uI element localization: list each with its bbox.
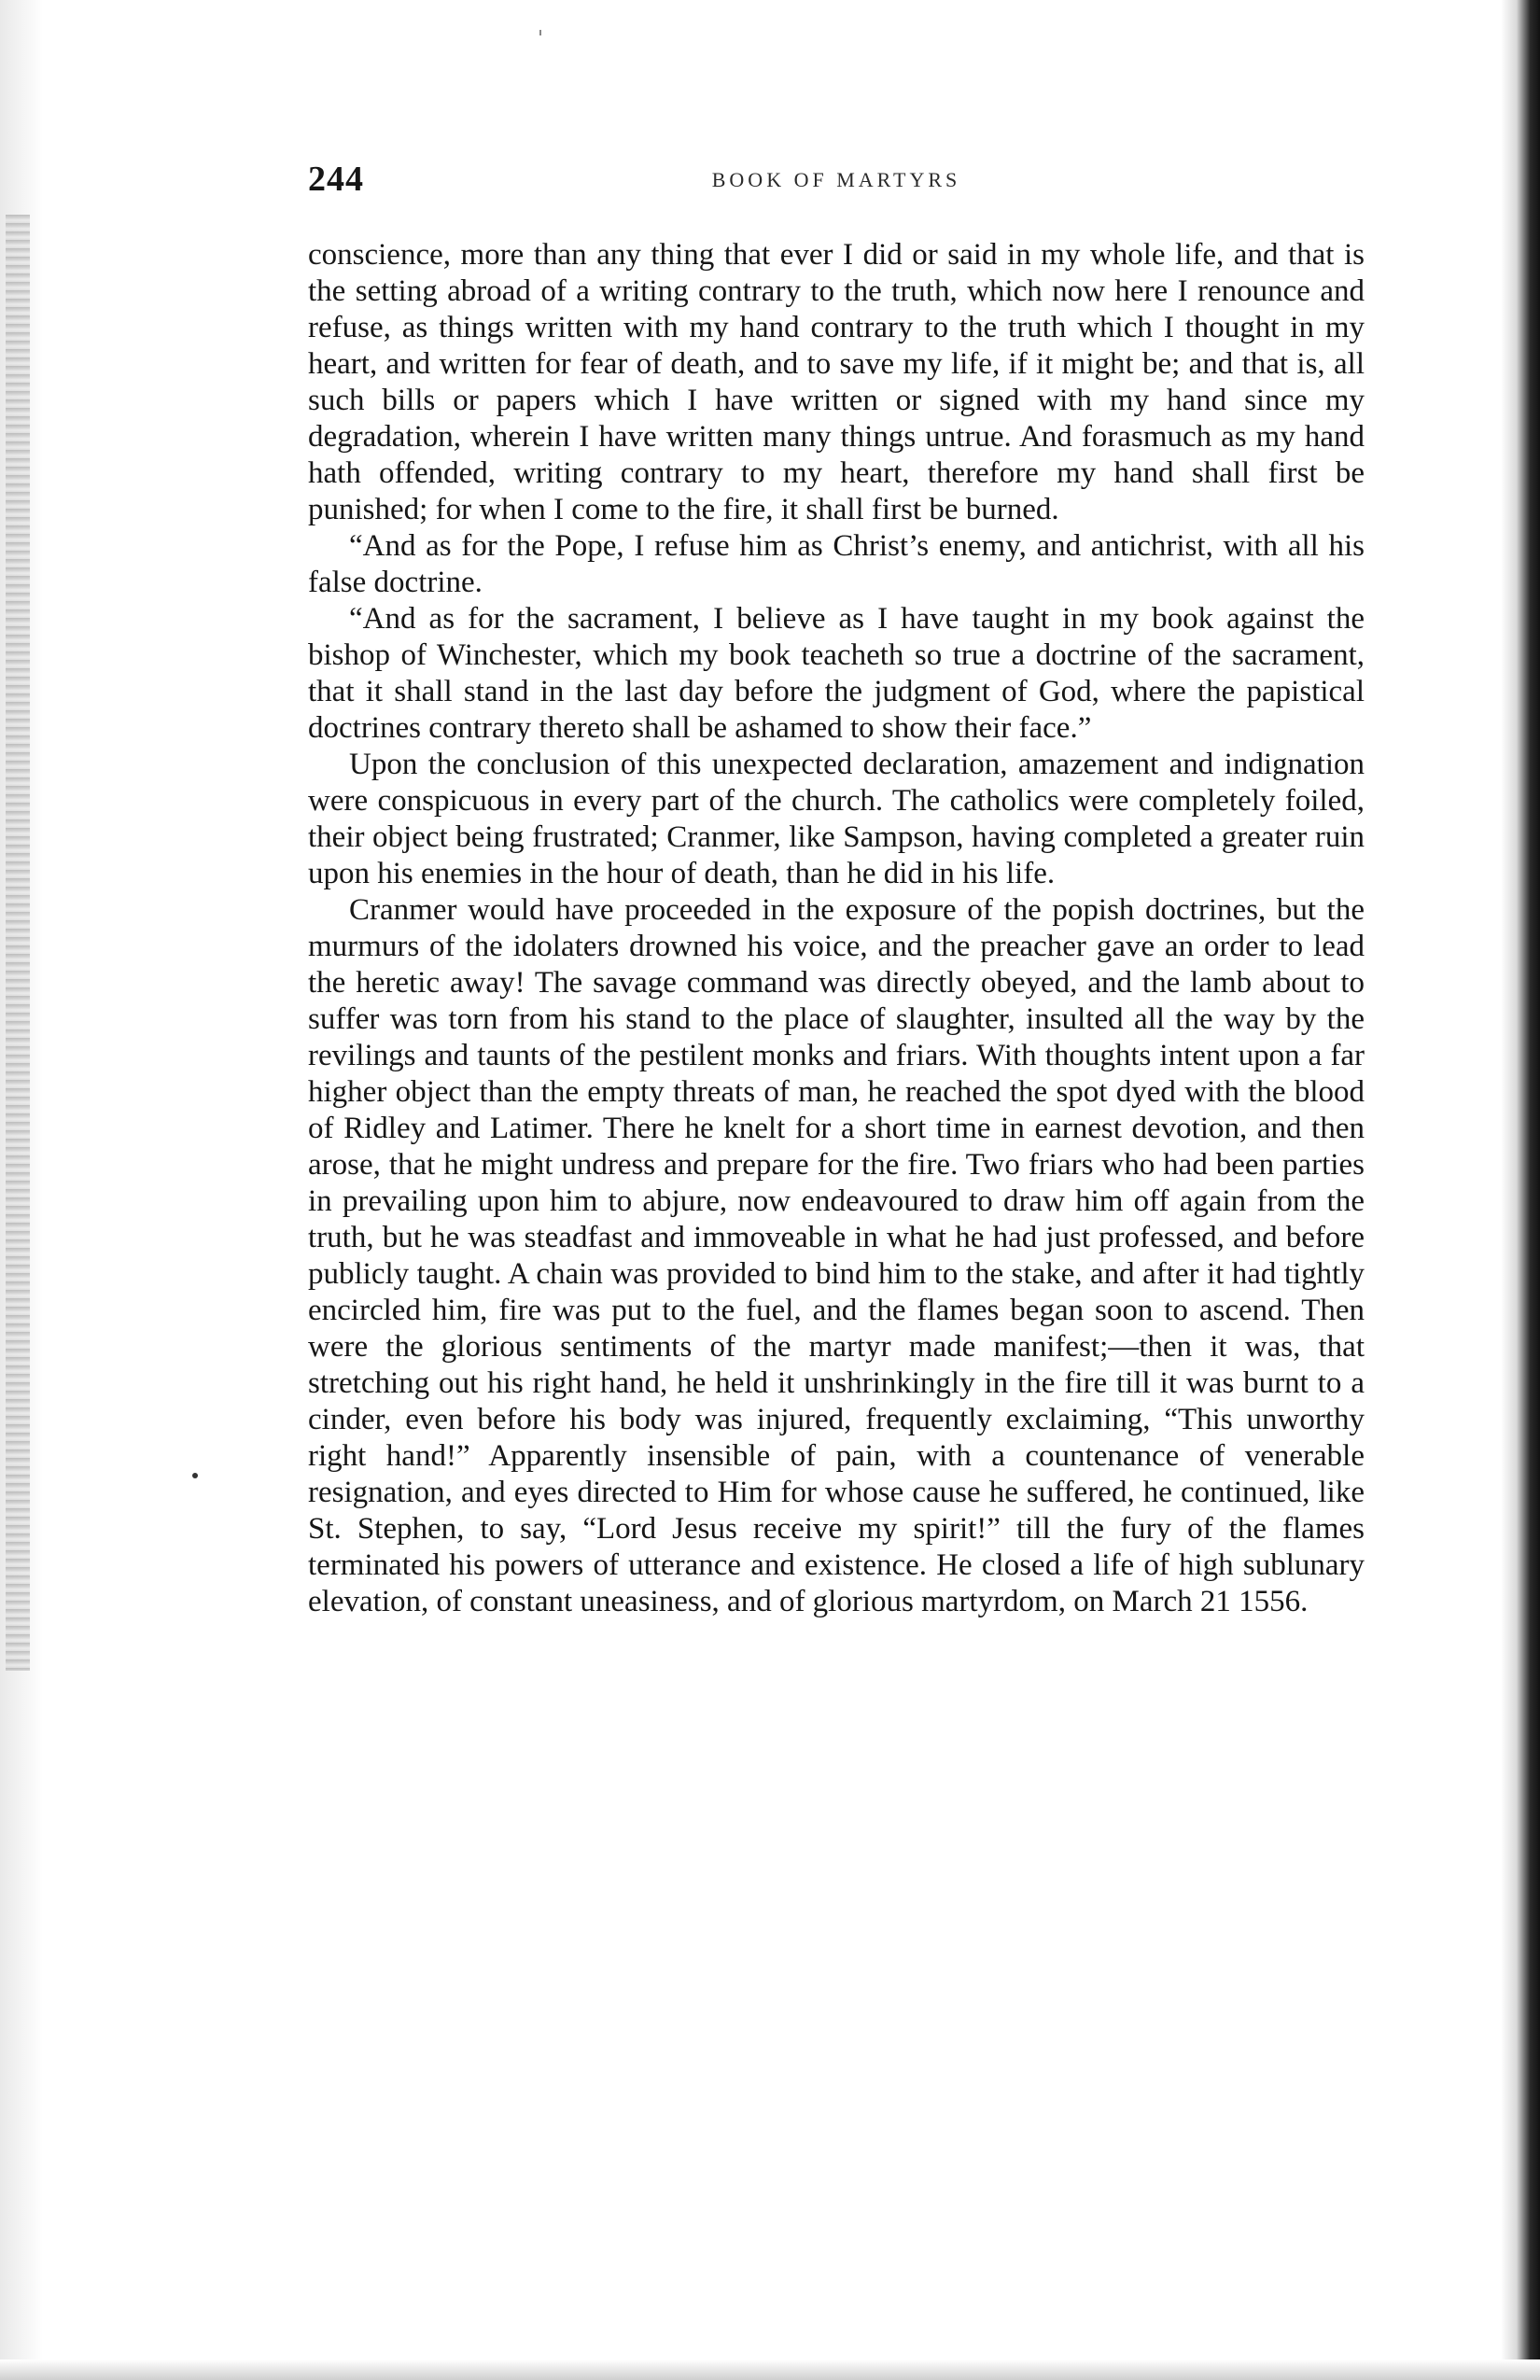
page-number: 244 bbox=[308, 160, 364, 199]
paragraph-pope: “And as for the Pope, I refuse him as Christ’s enemy, and antichrist, with all his false doctrine. bbox=[308, 529, 1365, 599]
paragraph-declaration: Upon the conclusion of this unexpected declaration, amazement and indignation were conspicuous in every part of the church. The catholics were completely foiled, their object being frustrated; Cranmer, like Sampson, having completed a greater ruin upon his enemies in the hour of death, than he did in his life. bbox=[308, 748, 1365, 890]
scan-right-edge bbox=[1501, 0, 1540, 2380]
scan-left-edge bbox=[0, 0, 43, 2380]
scan-speck bbox=[539, 30, 541, 35]
paragraph-martyrdom: Cranmer would have proceeded in the exposure of the popish doctrines, but the murmurs of the idolaters drowned his voice, and the preacher gave an order to lead the heretic away! The savage command was directly obeyed, and the lamb about to suffer was torn from his stand to the place of slaughter, insulted all the way by the revilings and taunts of the pestilent monks and friars. With thoughts intent upon a far higher object than the empty threats of man, he reached the spot dyed with the blood of Ridley and Latimer. There he knelt for a short time in earnest devotion, and then arose, that he might undress and prepare for the fire. Two friars who had been parties in prevailing upon him to abjure, now endeavoured to draw him off again from the truth, but he was steadfast and immoveable in what he had just professed, and before publicly taught. A chain was provided to bind him to the stake, and after it had tightly encircled him, fire was put to the fuel, and the flames began soon to ascend. Then were the glorious sentiments of the martyr made manifest;—then it was, that stretching out his right hand, he held it unshrinkingly in the fire till it was burnt to a cinder, even before his body was injured, frequently exclaiming, “This unworthy right hand!” Apparently insensible of pain, with a countenance of venerable resignation, and eyes directed to Him for whose cause he suffered, he continued, like St. Stephen, to say, “Lord Jesus receive my spirit!” till the fury of the flames terminated his powers of utterance and existence. He closed a life of high sublunary elevation, of constant uneasiness, and of glorious martyrdom, on March 21 1556. bbox=[308, 893, 1365, 1618]
body-text bbox=[308, 237, 1365, 1620]
running-title: BOOK OF MARTYRS bbox=[711, 168, 961, 191]
running-head bbox=[308, 140, 1365, 215]
paragraph-continuation: conscience, more than any thing that ever I did or said in my whole life, and that is the setting abroad of a writing contrary to the truth, which now here I renounce and refuse, as things written with my hand contrary to the truth which I thought in my heart, and written for fear of death, and to save my life, if it might be; and that is, all such bills or papers which I have written or signed with my hand since my degradation, wherein I have written many things untrue. And forasmuch as my hand hath offended, writing contrary to my heart, therefore my hand shall first be punished; for when I come to the fire, it shall first be burned. bbox=[308, 238, 1365, 526]
paragraph-sacrament: “And as for the sacrament, I believe as I have taught in my book against the bishop of Winchester, which my book teacheth so true a doctrine of the sacrament, that it shall stand in the last day before the judgment of God, where the papistical doctrines contrary thereto shall be ashamed to show their face.” bbox=[308, 602, 1365, 745]
margin-mark bbox=[192, 1473, 198, 1478]
scan-bottom-edge bbox=[0, 2359, 1540, 2380]
book-page bbox=[308, 140, 1365, 1620]
binding-shadow bbox=[6, 215, 30, 1671]
